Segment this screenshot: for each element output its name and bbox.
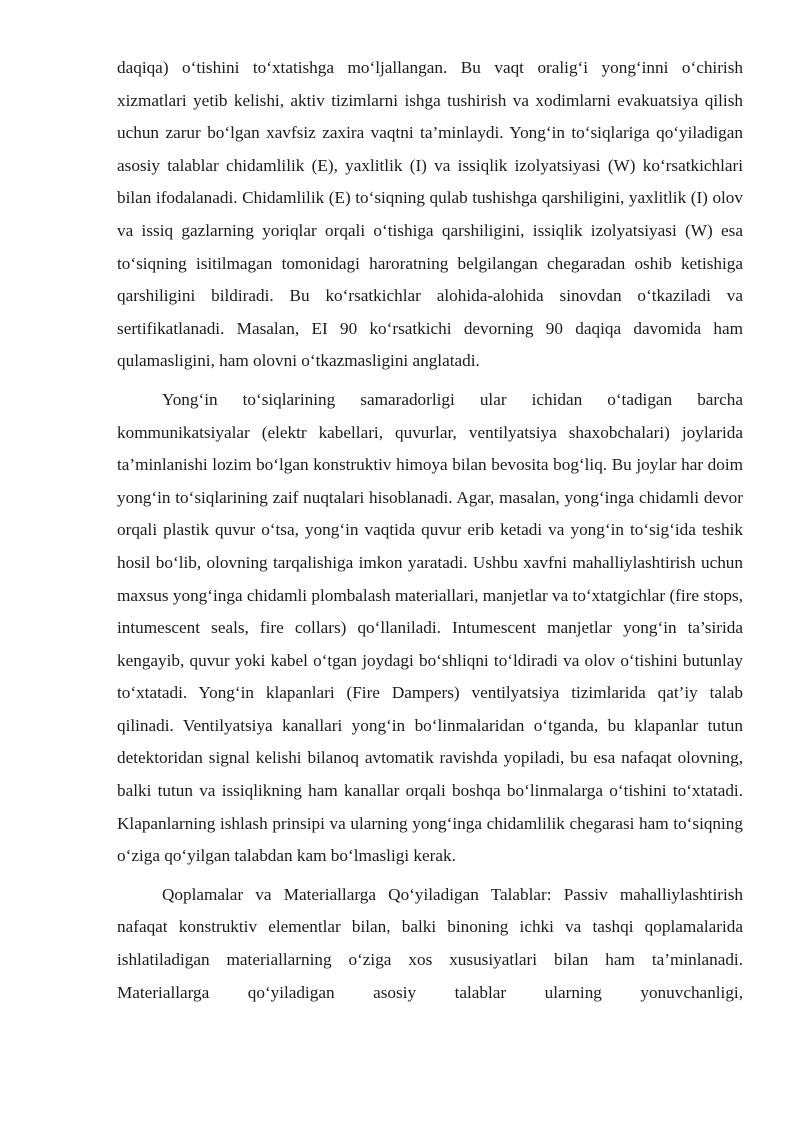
paragraph-fire-barrier-penetrations: Yong‘in to‘siqlarining samaradorligi ular ichidan o‘tadigan barcha kommunikatsiyalar (elektr kabellari, quvurlar, ventilyatsiya shaxobchalari) joylarida ta’minlanishi lozim bo‘lgan konstruktiv himoya bilan bevosita bog‘liq. Bu joylar har doim yong‘in to‘siqlarining zaif nuqtalari hisoblanadi. Agar, masalan, yong‘inga chidamli devor orqali plastik quvur o‘tsa, yong‘in vaqtida quvur erib ketadi va yong‘in to‘sig‘ida teshik hosil bo‘lib, olovning tarqalishiga imkon yaratadi. Ushbu xavfni mahalliylashtirish uchun maxsus yong‘inga chidamli plombalash materiallari, manjetlar va to‘xtatgichlar (fire stops, intumescent seals, fire collars) qo‘llaniladi. Intumescent manjetlar yong‘in ta’sirida kengayib, quvur yoki kabel o‘tgan joydagi bo‘shliqni to‘ldiradi va olov o‘tishini butunlay to‘xtatadi. Yong‘in klapanlari (Fire Dampers) ventilyatsiya tizimlarida qat’iy talab qilinadi. Ventilyatsiya kanallari yong‘in bo‘linmalaridan o‘tganda, bu klapanlar tutun detektoridan signal kelishi bilanoq avtomatik ravishda yopiladi, bu esa nafaqat olovning, balki tutun va issiqlikning ham kanallar orqali boshqa bo‘linmalarga o‘tishini to‘xtatadi. Klapanlarning ishlash prinsipi va ularning yong‘inga chidamlilik chegarasi ham to‘siqning o‘ziga qo‘yilgan talabdan kam bo‘lmasligi kerak. [117, 389, 743, 866]
paragraph-continued: daqiqa) o‘tishini to‘xtatishga mo‘ljallangan. Bu vaqt oralig‘i yong‘inni o‘chirish xizmatlari yetib kelishi, aktiv tizimlarni ishga tushirish va xodimlarni evakuatsiya qilish uchun zarur bo‘lgan xavfsiz zaxira vaqtni ta’minlaydi. Yong‘in to‘siqlariga qo‘yiladigan asosiy talablar chidamlilik (E), yaxlitlik (I) va issiqlik izolyatsiyasi (W) ko‘rsatkichlari bilan ifodalanadi. Chidamlilik (E) to‘siqning qulab tushishga qarshiligini, yaxlitlik (I) olov va issiq gazlarning yoriqlar orqali o‘tishiga qarshiligini, issiqlik izolyatsiyasi (W) esa to‘siqning isitilmagan tomonidagi haroratning belgilangan chegaradan oshib ketishiga qarshiligini bildiradi. Bu ko‘rsatkichlar alohida-alohida sinovdan o‘tkaziladi va sertifikatlanadi. Masalan, EI 90 ko‘rsatkichi devorning 90 daqiqa davomida ham qulamasligini, ham olovni o‘tkazmasligini anglatadi. [117, 58, 743, 371]
document-page [117, 52, 743, 1009]
paragraph-coatings-materials: Qoplamalar va Materiallarga Qo‘yiladigan Talablar: Passiv mahalliylashtirish nafaqat konstruktiv elementlar bilan, balki binoning ichki va tashqi qoplamalarida ishlatiladigan materiallarning o‘ziga xos xususiyatlari bilan ham ta’minlanadi. Materiallarga qo‘yiladigan asosiy talablar ularning yonuvchanligi, [117, 884, 743, 1002]
